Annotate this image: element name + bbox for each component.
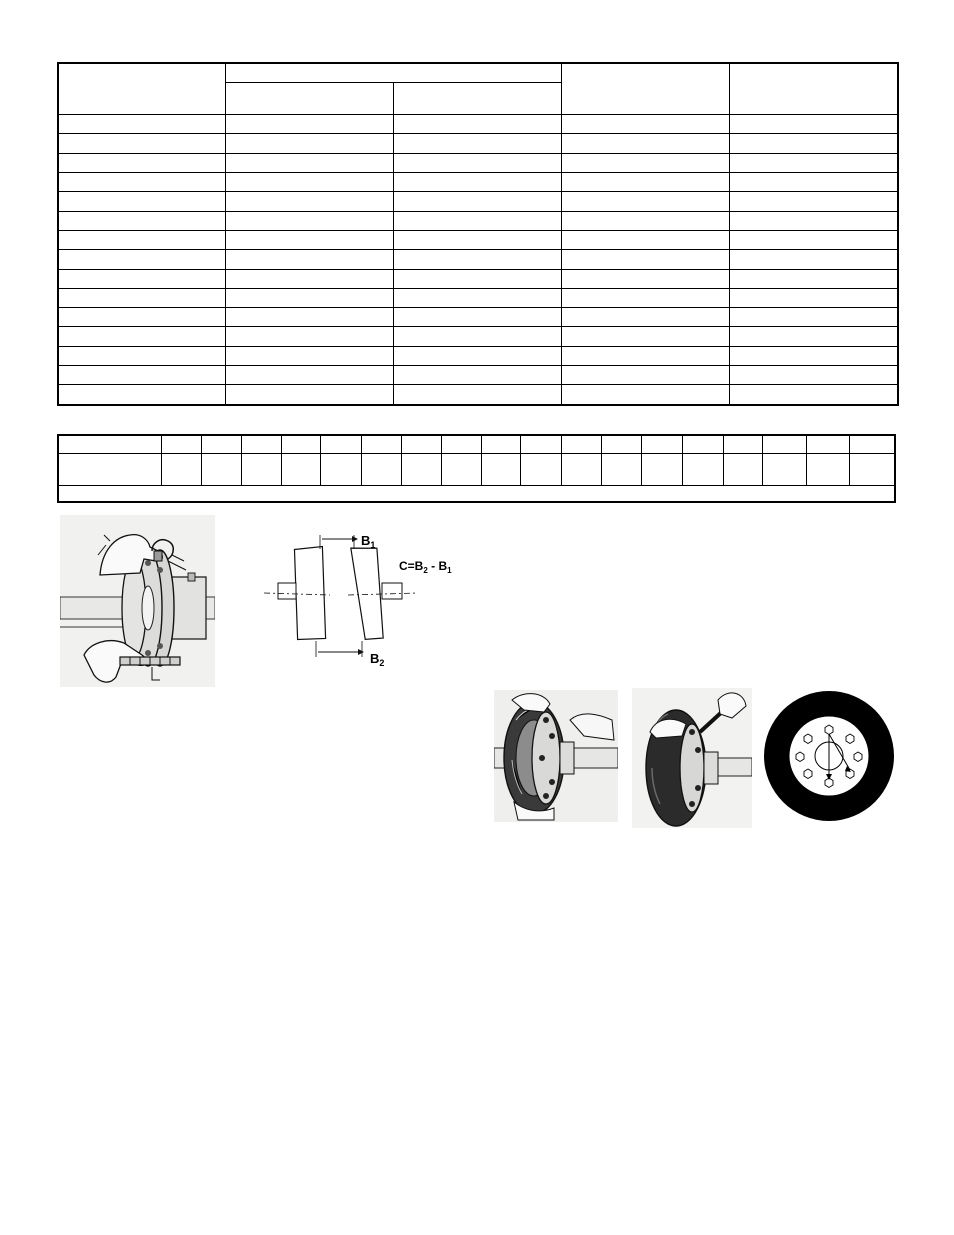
table-row xyxy=(58,172,898,191)
table-row xyxy=(58,308,898,327)
cross-pattern-tightening-diagram xyxy=(762,690,896,822)
header-cell xyxy=(729,63,898,115)
table-row xyxy=(58,435,895,454)
subheader-cell xyxy=(393,82,561,114)
table-row xyxy=(58,153,898,172)
table-row xyxy=(58,366,898,385)
b1-label: $B_1$ xyxy=(361,533,376,550)
table-row xyxy=(58,385,898,405)
table-row xyxy=(58,192,898,211)
misalignment-formula: $C=B_2 - B_1$ xyxy=(399,559,452,575)
table-row xyxy=(58,269,898,288)
table-row xyxy=(58,134,898,153)
cap-screw-tightening-illustration xyxy=(632,688,752,828)
table-row xyxy=(58,288,898,307)
b2-label: $B_2$ xyxy=(370,651,385,668)
header-cell xyxy=(225,63,561,82)
subheader-cell xyxy=(225,82,393,114)
table-row xyxy=(58,454,895,486)
table-row xyxy=(58,211,898,230)
coupling-gap-measurement-illustration xyxy=(60,515,215,687)
table-row xyxy=(58,346,898,365)
table-row xyxy=(58,115,898,134)
angular-misalignment-diagram xyxy=(262,525,472,675)
header-cell xyxy=(561,63,729,115)
table-row xyxy=(58,230,898,249)
table-row xyxy=(58,327,898,346)
table-row xyxy=(58,250,898,269)
header-cell xyxy=(58,63,225,115)
bolt-torque-table xyxy=(57,434,896,503)
specification-table xyxy=(57,62,899,406)
tire-element-installation-illustration xyxy=(494,690,618,822)
table-row xyxy=(58,486,895,503)
